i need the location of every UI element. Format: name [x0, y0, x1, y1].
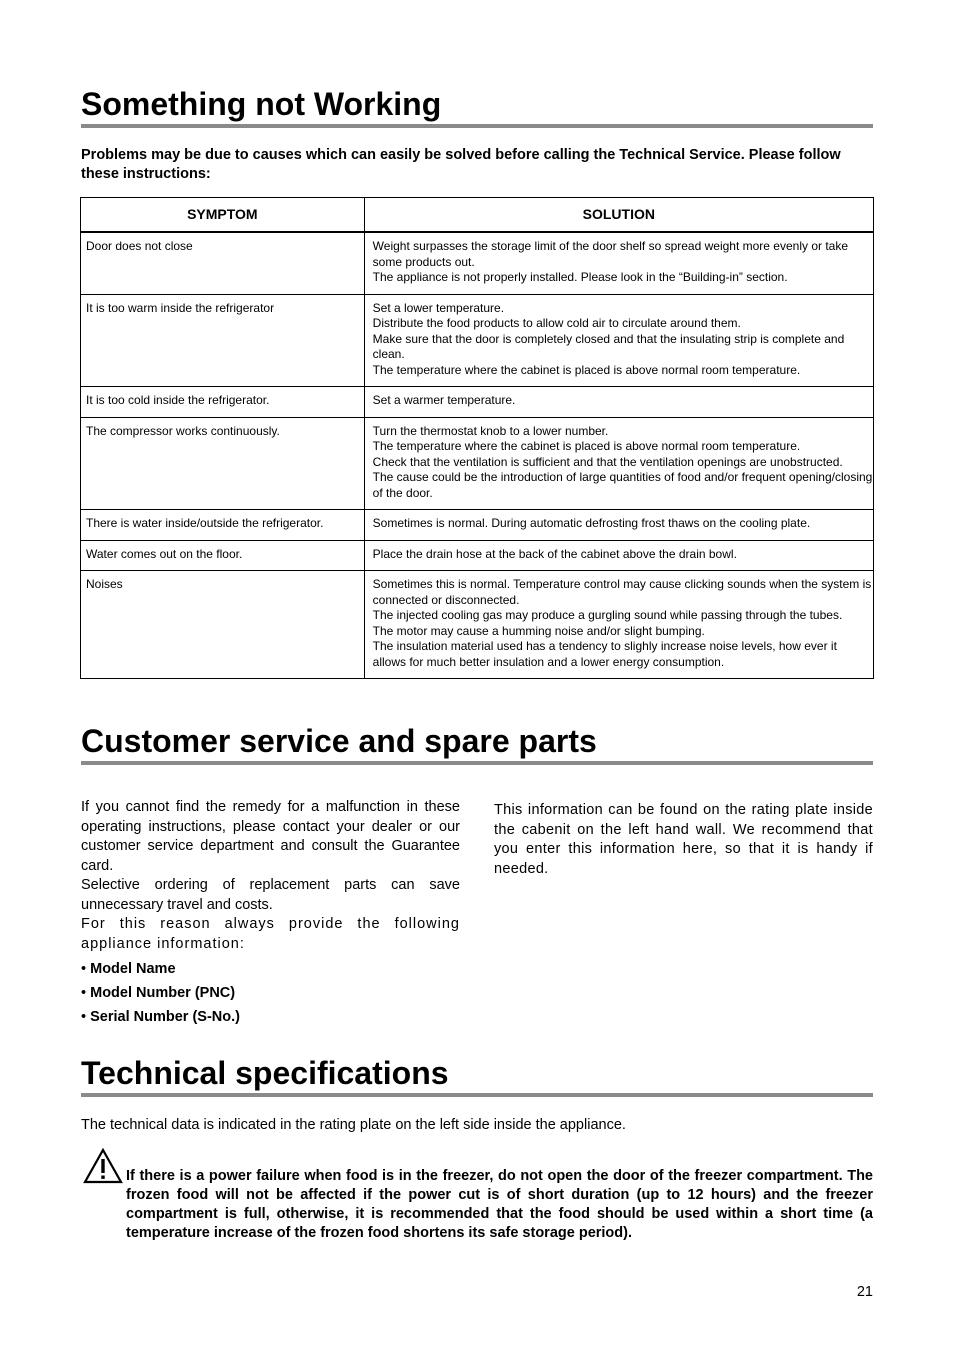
power-failure-warning: [81, 1148, 873, 1243]
solution-line: Sometimes this is normal. Temperature control may cause clicking sounds when the system is connected or disconnected.: [372, 577, 872, 607]
table-row: [81, 294, 874, 387]
solution-cell: [364, 387, 873, 418]
table-header-row: [81, 198, 874, 233]
solution-line: Set a warmer temperature.: [372, 393, 516, 407]
item-model-number: Model Number (PNC): [90, 985, 236, 1001]
table-row: [81, 387, 874, 418]
solution-line: The appliance is not properly installed. Please look in the “Building-in” section.: [372, 270, 788, 284]
technical-data-text: The technical data is indicated in the rating plate on the left side inside the appliance.: [81, 1117, 626, 1133]
customer-service-right-column: This information can be found on the rating plate inside the cabenit on the left hand wall. We recommend that you enter this information here, so that it is handy if needed.: [494, 802, 873, 877]
service-paragraph: If you cannot find the remedy for a malfunction in these operating instructions, please contact your dealer or our customer service department and consult the Guarantee card.: [81, 799, 460, 874]
solution-line: The temperature where the cabinet is placed is above normal room temperature.: [372, 362, 801, 377]
page-number: 21: [856, 1284, 873, 1300]
section-title-customer-service: Customer service and spare parts: [81, 723, 873, 765]
table-body: [81, 232, 874, 679]
bullet: •: [81, 1009, 87, 1025]
solution-line: Turn the thermostat knob to a lower number.: [372, 423, 609, 438]
solution-header: SOLUTION: [364, 198, 873, 233]
table-row: [81, 232, 874, 294]
bullet: •: [81, 961, 87, 977]
symptom-cell: There is water inside/outside the refrigerator.: [81, 510, 365, 541]
item-model-name: Model Name: [90, 961, 176, 977]
solution-line: The injected cooling gas may produce a gurgling sound while passing through the tubes.: [372, 608, 843, 622]
solution-line: The insulation material used has a tendency to slighly increase noise levels, how ever it allows for much better insulation and a lower energy consumption.: [372, 639, 837, 669]
section-title-technical-specifications: Technical specifications: [81, 1055, 873, 1097]
symptom-cell: It is too warm inside the refrigerator: [81, 294, 365, 387]
solution-line: Make sure that the door is completely closed and that the insulating strip is complete and clean.: [372, 331, 845, 361]
solution-cell: [364, 232, 873, 294]
service-paragraph: For this reason always provide the following appliance information:: [81, 916, 460, 952]
solution-line: Check that the ventilation is sufficient and that the ventilation openings are unobstructed.: [372, 454, 843, 469]
list-item: [81, 981, 460, 1005]
solution-cell: [364, 294, 873, 387]
solution-line: The cause could be the introduction of large quantities of food and/or frequent opening/closing of the door.: [372, 470, 873, 500]
solution-line: The motor may cause a humming noise and/or slight bumping.: [372, 623, 705, 638]
list-item: [81, 957, 460, 981]
troubleshooting-intro: Problems may be due to causes which can easily be solved before calling the Technical Service. Please follow these instructions:: [81, 147, 841, 182]
symptom-header: SYMPTOM: [81, 198, 365, 233]
bullet: •: [81, 985, 87, 1001]
solution-cell: [364, 417, 873, 510]
item-serial-number: Serial Number (S-No.): [90, 1009, 240, 1025]
solution-cell: [364, 540, 873, 571]
solution-cell: [364, 571, 873, 679]
symptom-cell: The compressor works continuously.: [81, 417, 365, 510]
section-title-something-not-working: Something not Working: [81, 86, 873, 128]
solution-line: Sometimes is normal. During automatic defrosting frost thaws on the cooling plate.: [372, 516, 811, 530]
troubleshooting-table: [80, 197, 874, 679]
appliance-info-list: [81, 957, 460, 1029]
symptom-cell: Noises: [81, 571, 365, 679]
service-paragraph: Selective ordering of replacement parts can save unnecessary travel and costs.: [81, 877, 460, 913]
solution-line: Distribute the food products to allow cold air to circulate around them.: [372, 316, 741, 330]
symptom-cell: Door does not close: [81, 232, 365, 294]
table-row: [81, 417, 874, 510]
warning-text: If there is a power failure when food is in the freezer, do not open the door of the freezer compartment. The frozen food will not be affected if the power cut is of short duration (up to 12 hours) and the freezer compartment is full, otherwise, it is recommended that the food should be used within a short time (a temperature increase of the frozen food shortens its safe storage period).: [126, 1168, 873, 1241]
list-item: [81, 1005, 460, 1029]
solution-line: Place the drain hose at the back of the cabinet above the drain bowl.: [372, 546, 737, 561]
symptom-cell: It is too cold inside the refrigerator.: [81, 387, 365, 418]
symptom-cell: Water comes out on the floor.: [81, 540, 365, 571]
solution-line: The temperature where the cabinet is placed is above normal room temperature.: [372, 439, 801, 453]
table-row: [81, 571, 874, 679]
table-row: [81, 510, 874, 541]
warning-triangle-icon: [83, 1148, 123, 1184]
solution-line: Weight surpasses the storage limit of the door shelf so spread weight more evenly or take some products out.: [372, 239, 849, 269]
customer-service-left-column: [81, 798, 460, 1029]
table-row: [81, 540, 874, 571]
solution-line: Set a lower temperature.: [372, 300, 505, 315]
solution-cell: [364, 510, 873, 541]
